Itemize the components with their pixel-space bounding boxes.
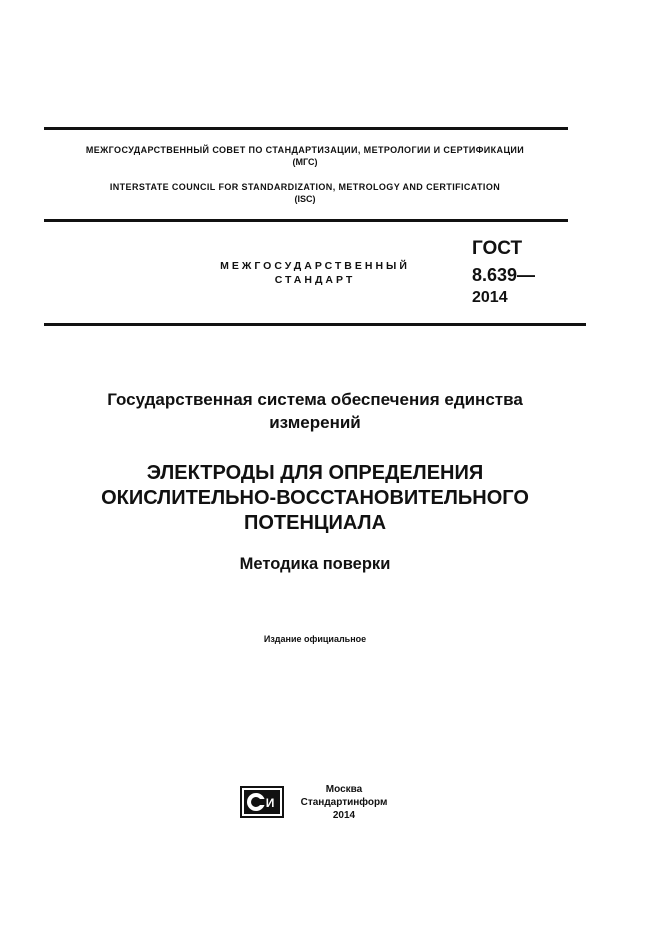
standard-type-line1: МЕЖГОСУДАРСТВЕННЫЙ: [220, 260, 410, 272]
gost-number: 8.639—: [472, 265, 536, 285]
svg-text:И: И: [265, 796, 275, 810]
gost-label: ГОСТ: [472, 238, 523, 259]
system-title-line2: измерений: [269, 413, 361, 432]
standard-type: [190, 259, 440, 287]
council-name-ru: МЕЖГОСУДАРСТВЕННЫЙ СОВЕТ ПО СТАНДАРТИЗАЦИИ, МЕТРОЛОГИИ И СЕРТИФИКАЦИИ: [85, 145, 525, 155]
publisher-year: 2014: [332, 810, 356, 821]
main-title-line3: ПОТЕНЦИАЛА: [243, 512, 387, 534]
standard-type-line2: СТАНДАРТ: [274, 274, 356, 286]
gost-year: 2014: [472, 289, 508, 306]
header-bottom-rule: [44, 323, 586, 326]
council-abbr-ru: (МГС): [292, 157, 318, 167]
main-title-line2: ОКИСЛИТЕЛЬНО-ВОССТАНОВИТЕЛЬНОГО: [101, 487, 529, 509]
standartinform-logo-icon: [240, 786, 284, 818]
publisher-city: Москва: [325, 784, 363, 795]
council-bottom-rule: [44, 219, 568, 222]
main-title-line1: ЭЛЕКТРОДЫ ДЛЯ ОПРЕДЕЛЕНИЯ: [146, 462, 484, 484]
publisher-name: Стандартинформ: [300, 797, 388, 808]
council-abbr-en: (ISC): [294, 194, 316, 204]
gost-designation: [472, 236, 535, 308]
system-title-line1: Государственная система обеспечения единства: [107, 390, 523, 409]
council-name-en: INTERSTATE COUNCIL FOR STANDARDIZATION, METROLOGY AND CERTIFICATION: [109, 182, 501, 192]
subtitle: Методика поверки: [239, 555, 391, 573]
top-rule: [44, 127, 568, 130]
publisher-info: [294, 783, 394, 822]
edition-note: Издание официальное: [263, 634, 367, 644]
